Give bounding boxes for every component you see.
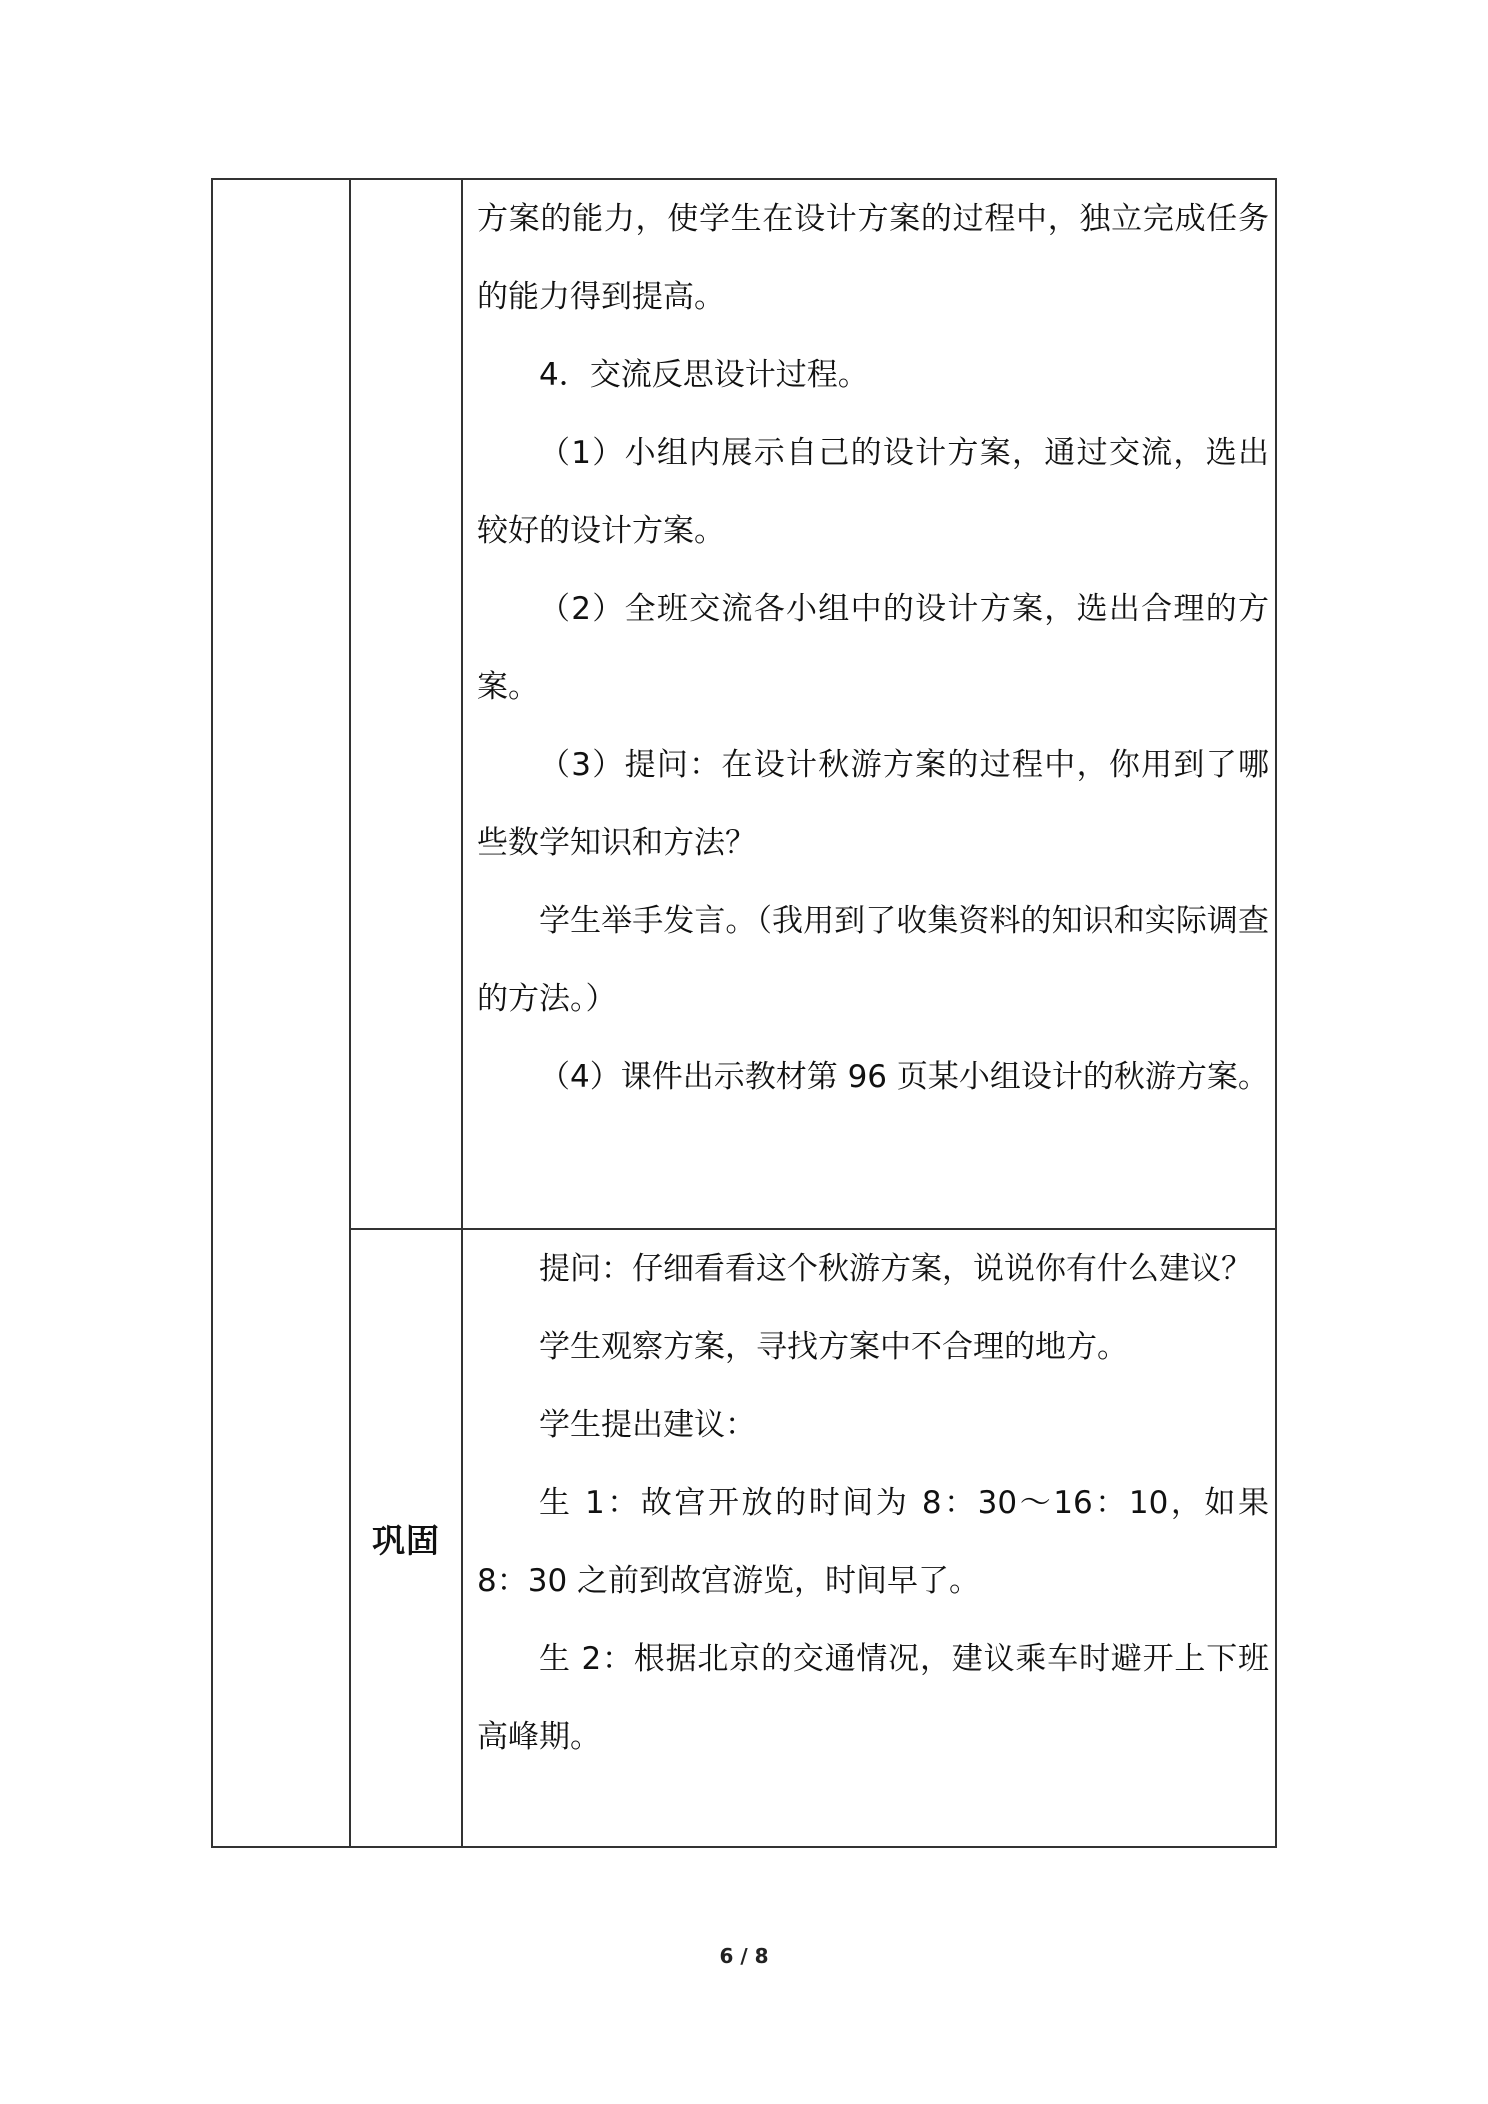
upper-content-cell bbox=[477, 180, 1269, 1116]
paragraph: 学生提出建议： bbox=[539, 1407, 756, 1443]
column-divider-2 bbox=[461, 180, 463, 1846]
paragraph: 学生举手发言。（我用到了收集资料的知识和实际调查的方法。） bbox=[477, 903, 1269, 1017]
paragraph: （4）课件出示教材第 96 页某小组设计的秋游方案。 bbox=[539, 1059, 1269, 1095]
paragraph: （2）全班交流各小组中的设计方案，选出合理的方案。 bbox=[477, 591, 1269, 705]
section-label-consolidate: 巩固 bbox=[372, 1520, 440, 1560]
paragraph: 生 1：故宫开放的时间为 8：30～16：10，如果 8：30 之前到故宫游览，时间早了。 bbox=[477, 1485, 1269, 1599]
page-number: 6 / 8 bbox=[719, 1944, 769, 1968]
paragraph: 学生观察方案，寻找方案中不合理的地方。 bbox=[539, 1329, 1128, 1365]
paragraph: （3）提问：在设计秋游方案的过程中，你用到了哪些数学知识和方法？ bbox=[477, 747, 1269, 861]
paragraph: （1）小组内展示自己的设计方案，通过交流，选出较好的设计方案。 bbox=[477, 435, 1269, 549]
lower-content-cell bbox=[477, 1230, 1269, 1776]
paragraph: 方案的能力，使学生在设计方案的过程中，独立完成任务的能力得到提高。 bbox=[477, 201, 1269, 315]
paragraph: 4．交流反思设计过程。 bbox=[539, 357, 869, 393]
lesson-plan-table bbox=[211, 178, 1277, 1848]
paragraph: 提问：仔细看看这个秋游方案，说说你有什么建议？ bbox=[539, 1251, 1252, 1287]
paragraph: 生 2：根据北京的交通情况，建议乘车时避开上下班高峰期。 bbox=[477, 1641, 1269, 1755]
